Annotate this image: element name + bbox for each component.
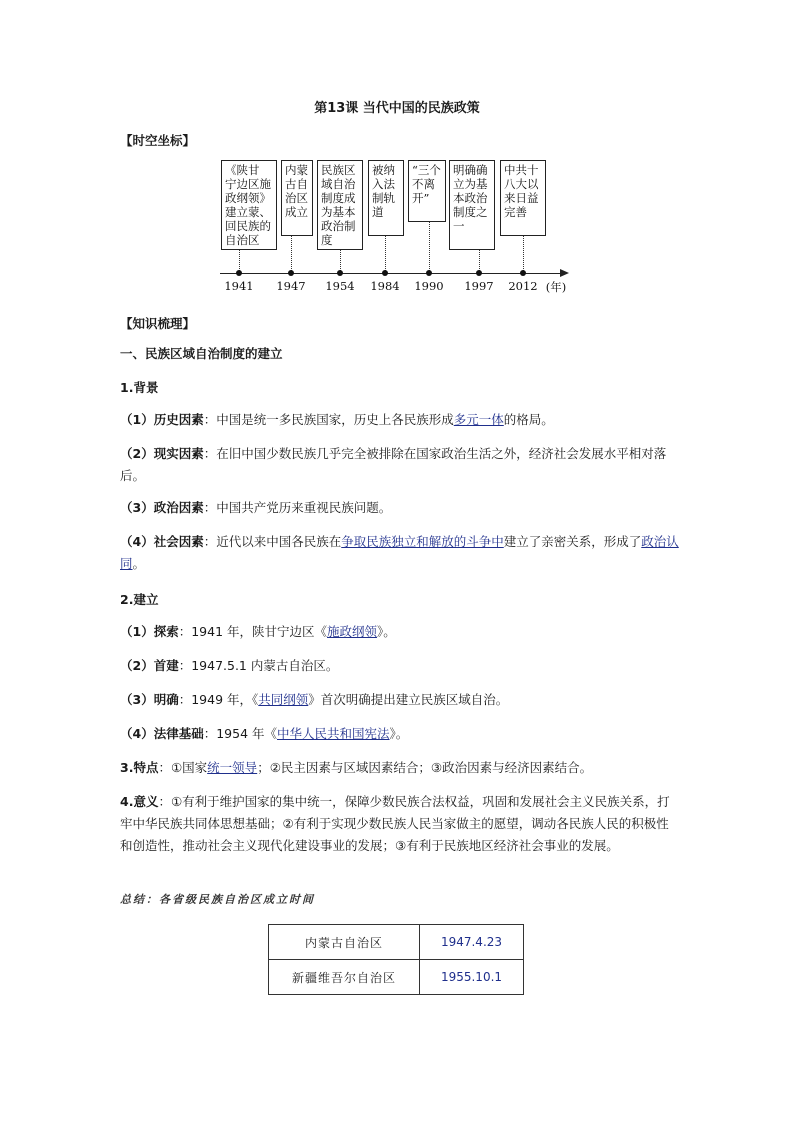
item-text: ：中国是统一多民族国家，历史上各民族形成	[203, 412, 454, 427]
item-text: ：中国共产党历来重视民族问题。	[203, 500, 392, 515]
background-item-4	[120, 531, 680, 575]
region-name-cell: 内蒙古自治区	[269, 925, 420, 960]
item-number: （4）	[120, 726, 154, 741]
autonomous-region-table	[268, 924, 524, 995]
item-text: ：在旧中国少数民族几乎完全被排除在国家政治生活之外，经济社会发展水平相对落后。	[120, 446, 667, 483]
timeline-year: 2012	[508, 279, 538, 293]
timeline-year: 1947	[276, 279, 306, 293]
timeline-connector	[340, 250, 341, 271]
timeline-unit: (年)	[545, 280, 567, 294]
timeline-year: 1941	[224, 279, 254, 293]
table-row	[269, 960, 524, 995]
timeline-dot	[520, 270, 526, 276]
timeline-arrow-icon	[560, 269, 569, 277]
item-label: 首建	[153, 658, 179, 673]
part1-heading: 一、民族区域自治制度的建立	[120, 346, 283, 361]
page-title: 第13课 当代中国的民族政策	[314, 101, 480, 116]
item-text: 》首次明确提出建立民族区域自治。	[308, 692, 509, 707]
item-text: ：1941 年，陕甘宁边区《	[178, 624, 328, 639]
timeline-connector	[523, 236, 524, 271]
item-number: （3）	[120, 500, 154, 515]
summary-caption: 总结：各省级民族自治区成立时间	[120, 893, 315, 906]
timeline-dot	[382, 270, 388, 276]
item-text: ：①有利于维护国家的集中统一，保障少数民族合法权益，巩固和发展社会主义民族关系，打牢中华民族共同体思想基础；②有利于实现少数民族人民当家做主的愿望，调动各民族人民的积极性和创造性，推动社会主义现代化建设事业的发展；③有利于民族地区经济社会事业的发展。	[120, 794, 670, 853]
region-name-cell: 新疆维吾尔自治区	[269, 960, 420, 995]
item-text: ：①国家	[158, 760, 208, 775]
timeline-axis	[220, 273, 564, 274]
timeline-connector	[385, 236, 386, 271]
timeline-dot	[337, 270, 343, 276]
item-label: 现实因素	[153, 446, 204, 461]
item-number: （1）	[120, 412, 154, 427]
timeline-diagram	[218, 158, 578, 298]
background-item-2	[120, 443, 680, 487]
term-link[interactable]: 中华人民共和国宪法	[277, 726, 390, 741]
background-item-3	[120, 497, 680, 519]
item-text: 的格局。	[503, 412, 554, 427]
item-text: ；②民主因素与区域因素结合；③政治因素与经济因素结合。	[257, 760, 593, 775]
features-paragraph	[120, 757, 680, 779]
timeline-connector	[291, 236, 292, 271]
item-number: （4）	[120, 534, 154, 549]
establishment-item-1	[120, 621, 680, 643]
establishment-item-4	[120, 723, 680, 745]
item-number: （2）	[120, 446, 154, 461]
timeline-connector	[479, 250, 480, 271]
timeline-year: 1984	[370, 279, 400, 293]
timeline-box-2012: 中共十 八大以 来日益 完善	[500, 160, 546, 236]
item-text: 建立了亲密关系，形成了	[503, 534, 642, 549]
region-date-cell: 1947.4.23	[420, 925, 524, 960]
region-date-cell: 1955.10.1	[420, 960, 524, 995]
term-link[interactable]: 多元一体	[453, 412, 504, 427]
table-row	[269, 925, 524, 960]
term-link[interactable]: 施政纲领	[327, 624, 378, 639]
item-number: （3）	[120, 692, 154, 707]
timeline-connector	[429, 222, 430, 271]
term-link[interactable]: 争取民族独立和解放的斗争中	[341, 534, 504, 549]
timeline-box-1997: 明确确 立为基 本政治 制度之 一	[449, 160, 495, 250]
item-label: 社会因素	[153, 534, 204, 549]
significance-paragraph	[120, 791, 680, 857]
item-text: 》。	[389, 726, 409, 741]
timeline-dot	[236, 270, 242, 276]
item-label: 明确	[153, 692, 179, 707]
background-heading: 1.背景	[120, 380, 159, 395]
item-label: 探索	[153, 624, 179, 639]
timeline-year: 1997	[464, 279, 494, 293]
establishment-item-3	[120, 689, 680, 711]
item-text: 》。	[377, 624, 396, 639]
item-label: 历史因素	[153, 412, 204, 427]
significance-label: 4.意义	[120, 794, 159, 809]
term-link[interactable]: 政治认同	[120, 534, 679, 571]
item-label: 法律基础	[153, 726, 204, 741]
timeline-year: 1990	[414, 279, 444, 293]
section-knowledge-heading: 【知识梳理】	[120, 316, 196, 331]
timeline-connector	[239, 250, 240, 271]
timeline-box-1984: 被纳 入法 制轨 道	[368, 160, 404, 236]
background-item-1	[120, 409, 680, 431]
timeline-dot	[288, 270, 294, 276]
item-text: ：1947.5.1 内蒙古自治区。	[178, 658, 339, 673]
timeline-dot	[426, 270, 432, 276]
features-label: 3.特点	[120, 760, 159, 775]
establishment-heading: 2.建立	[120, 592, 159, 607]
item-label: 政治因素	[153, 500, 204, 515]
item-text: ：近代以来中国各民族在	[203, 534, 342, 549]
timeline-box-1954: 民族区 域自治 制度成 为基本 政治制 度	[317, 160, 363, 250]
item-text: 。	[132, 556, 146, 571]
timeline-box-1941: 《陕甘 宁边区施 政纲领》 建立蒙、 回民族的 自治区	[221, 160, 277, 250]
item-number: （1）	[120, 624, 154, 639]
item-number: （2）	[120, 658, 154, 673]
timeline-box-1990: “三个 不离 开”	[408, 160, 446, 222]
establishment-item-2	[120, 655, 680, 677]
item-text: ：1949 年，《	[178, 692, 259, 707]
term-link[interactable]: 共同纲领	[258, 692, 309, 707]
item-text: ：1954 年《	[203, 726, 278, 741]
term-link[interactable]: 统一领导	[207, 760, 258, 775]
timeline-box-1947: 内蒙 古自 治区 成立	[281, 160, 313, 236]
section-timeline-heading: 【时空坐标】	[120, 133, 196, 148]
timeline-year: 1954	[325, 279, 355, 293]
timeline-dot	[476, 270, 482, 276]
